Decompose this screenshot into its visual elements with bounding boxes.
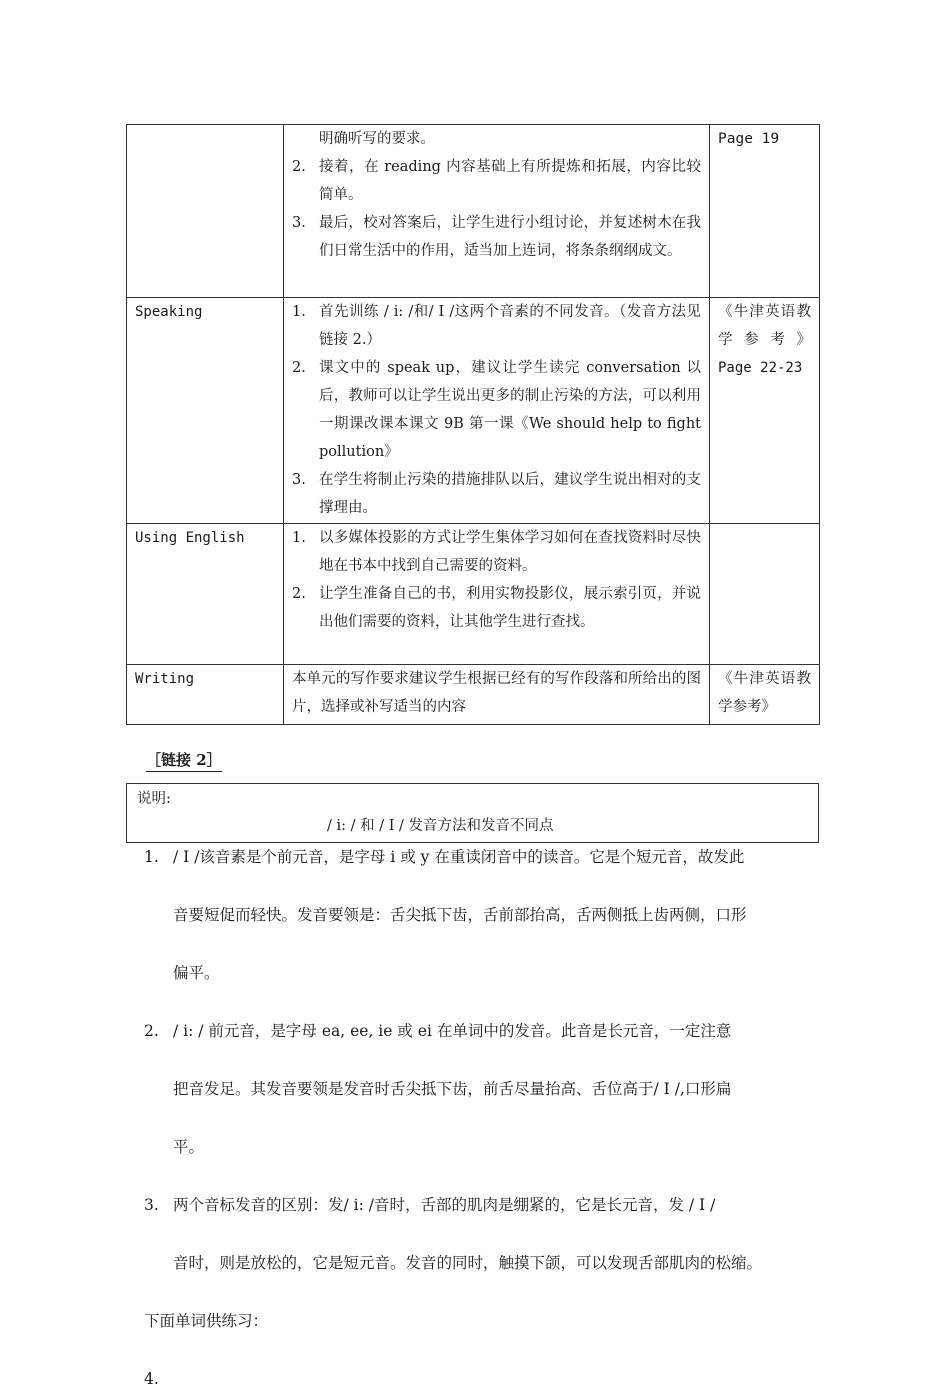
item-number: 3. [144, 1196, 159, 1214]
item-number: 2. [292, 586, 306, 602]
item-line: 音要短促而轻快。发音要领是：舌尖抵下齿，舌前部抬高，舌两侧抵上齿两侧，口形 [173, 906, 747, 924]
writing-text: 本单元的写作要求建议学生根据已经有的写作段落和所给出的图片，选择或补写适当的内容 [292, 671, 701, 715]
table-row [127, 125, 820, 298]
pronunciation-notes [144, 843, 810, 1394]
list-item [144, 1017, 810, 1191]
item-text: 让学生准备自己的书，利用实物投影仪，展示索引页，并说出他们需要的资料，让其他学生进行查找。 [319, 586, 701, 630]
practice-line: 下面单词供练习： [144, 1312, 269, 1330]
note-box [126, 783, 819, 843]
item-number: 3. [292, 472, 306, 488]
item-text: 以多媒体投影的方式让学生集体学习如何在查找资料时尽快地在书本中找到自己需要的资料。 [319, 530, 701, 574]
item-text: 在学生将制止污染的措施排队以后，建议学生说出相对的支撑理由。 [319, 472, 701, 516]
item-number: 1. [292, 530, 306, 546]
reference-cell: Page 19 [710, 125, 820, 298]
item-number: 1. [144, 848, 159, 866]
row-label: Using English [127, 524, 284, 665]
reference-pages: Page 22-23 [718, 360, 803, 376]
step-list [292, 298, 701, 522]
list-item [292, 524, 701, 580]
row-content [284, 524, 710, 665]
table-row [127, 298, 820, 524]
item-number: 3. [292, 215, 306, 231]
table-row [127, 665, 820, 725]
row-label: Writing [127, 665, 284, 725]
item-text: 最后，校对答案后，让学生进行小组讨论，并复述树木在我们日常生活中的作用，适当加上连词，将条条纲纲成文。 [319, 215, 701, 259]
list-item [292, 209, 701, 265]
item-line: / i: / 前元音，是字母 ea, ee, ie 或 ei 在单词中的发音。此音是长元音，一定注意 [173, 1022, 732, 1040]
note-title: / i: / 和 / I / 发音方法和发音不同点 [327, 818, 554, 834]
note-label: 说明: [137, 791, 171, 807]
item-number: 4. [144, 1370, 159, 1388]
reference-book: 《牛津英语教学参考》 [718, 304, 811, 348]
list-item [292, 354, 701, 466]
row-content [284, 125, 710, 298]
continued-text: 明确听写的要求。 [319, 131, 435, 147]
reference-cell: 《牛津英语教学参考》 [710, 665, 820, 725]
list-item [292, 466, 701, 522]
item-line: 音时，则是放松的，它是短元音。发音的同时，触摸下颌，可以发现舌部肌肉的松缩。 [173, 1254, 763, 1272]
table-row [127, 524, 820, 665]
reference-cell [710, 524, 820, 665]
list-item [144, 843, 810, 1017]
item-line: 把音发足。其发音要领是发音时舌尖抵下齿，前舌尽量抬高、舌位高于/ I /,口形扁 [173, 1080, 732, 1098]
item-text: 课文中的 speak up，建议让学生读完 conversation 以后，教师可以让学生说出更多的制止污染的方法，可以利用一期课改课本课文 9B 第一课《We should help to fight pollution》 [319, 360, 701, 460]
list-item [144, 1191, 810, 1307]
item-text: 首先训练 / i: /和/ I /这两个音素的不同发音。（发音方法见链接 2.） [319, 304, 701, 348]
item-line: 平。 [173, 1138, 205, 1156]
lesson-plan-table [126, 124, 820, 725]
item-line: 两个音标发音的区别：发/ i: /音时，舌部的肌肉是绷紧的，它是长元音，发 / I / [173, 1196, 716, 1214]
item-text: 接着，在 reading 内容基础上有所提炼和拓展，内容比较简单。 [319, 159, 701, 203]
row-label: Speaking [127, 298, 284, 524]
step-list [292, 524, 701, 636]
step-list [292, 153, 701, 265]
item-number: 1. [292, 304, 306, 320]
row-content [284, 665, 710, 725]
row-content [284, 298, 710, 524]
item-number: 2. [292, 360, 306, 376]
row-label [127, 125, 284, 298]
item-number: 2. [292, 159, 306, 175]
list-item [292, 580, 701, 636]
list-item [292, 298, 701, 354]
item-line: 偏平。 [173, 964, 220, 982]
reference-cell [710, 298, 820, 524]
list-item [292, 153, 701, 209]
item-line: / I /该音素是个前元音，是字母 i 或 y 在重读闭音中的读音。它是个短元音，故发此 [173, 848, 745, 866]
link-heading: ［链接 2］ [146, 750, 222, 772]
item-number: 2. [144, 1022, 159, 1040]
